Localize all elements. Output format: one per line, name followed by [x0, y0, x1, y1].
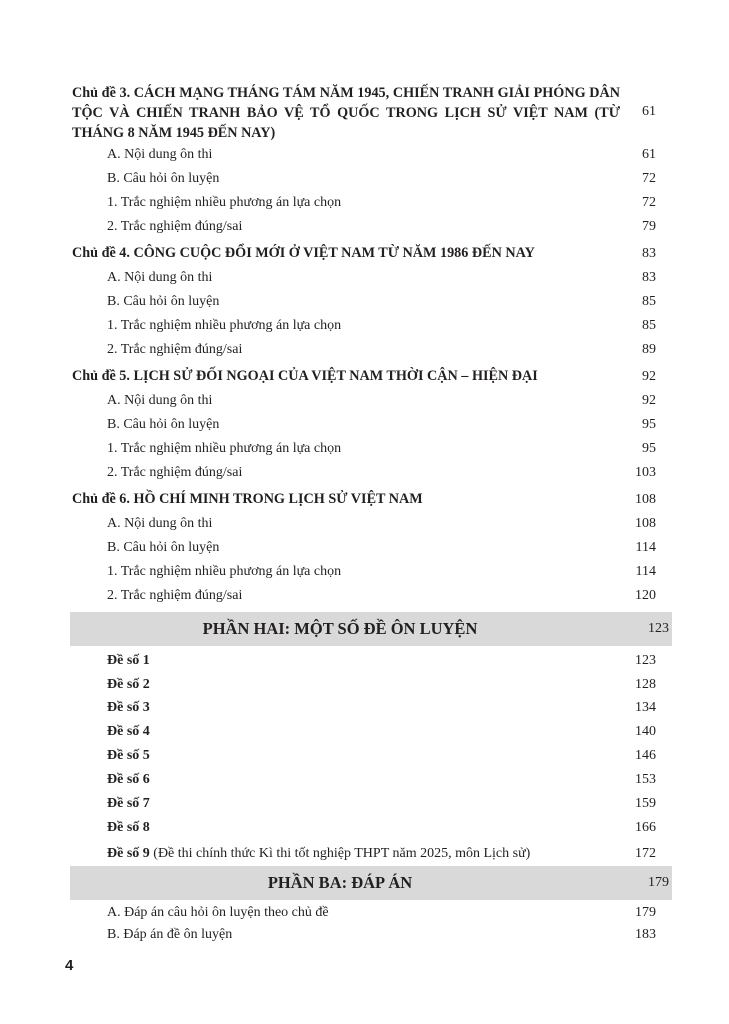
chapter-4-page: 83 [642, 246, 656, 261]
exam-item-3-page: 134 [635, 700, 656, 715]
chapter-3-item-a: A. Nội dung ôn thi [107, 147, 213, 162]
chapter-4-item-2-page: 89 [642, 342, 656, 357]
exam-item-9 [107, 845, 530, 863]
answer-item-a-page: 179 [635, 905, 656, 920]
exam-item-9-label: Đề số 9 [107, 846, 150, 861]
chapter-5-item-a-page: 92 [642, 393, 656, 408]
chapter-4-item-a: A. Nội dung ôn thi [107, 270, 213, 285]
chapter-6-item-1: 1. Trắc nghiệm nhiều phương án lựa chọn [107, 564, 342, 579]
answer-item-b: B. Đáp án đề ôn luyện [107, 927, 233, 942]
chapter-5-title: Chủ đề 5. LỊCH SỬ ĐỐI NGOẠI CỦA VIỆT NAM THỜI CẬN – HIỆN ĐẠI [72, 368, 538, 384]
chapter-6-item-2-page: 120 [635, 588, 656, 603]
chapter-3-page: 61 [642, 104, 656, 119]
chapter-3-item-1-page: 72 [642, 195, 656, 210]
chapter-4-item-b-page: 85 [642, 294, 656, 309]
exam-item-8 [107, 819, 150, 837]
chapter-4-title: Chủ đề 4. CÔNG CUỘC ĐỔI MỚI Ở VIỆT NAM TỪ NĂM 1986 ĐẾN NAY [72, 245, 535, 261]
chapter-5-item-b: B. Câu hỏi ôn luyện [107, 417, 220, 432]
chapter-6-title: Chủ đề 6. HỒ CHÍ MINH TRONG LỊCH SỬ VIỆT NAM [72, 491, 423, 507]
chapter-3-item-1: 1. Trắc nghiệm nhiều phương án lựa chọn [107, 195, 342, 210]
exam-item-9-page: 172 [635, 846, 656, 861]
exam-item-6-page: 153 [635, 772, 656, 787]
chapter-5-item-1-page: 95 [642, 441, 656, 456]
answer-item-a: A. Đáp án câu hỏi ôn luyện theo chủ đề [107, 905, 329, 920]
chapter-3-item-a-page: 61 [642, 147, 656, 162]
exam-item-1-label: Đề số 1 [107, 653, 150, 668]
chapter-4-item-2: 2. Trắc nghiệm đúng/sai [107, 342, 243, 357]
exam-item-6-label: Đề số 6 [107, 772, 150, 787]
exam-item-3 [107, 699, 150, 717]
exam-item-3-label: Đề số 3 [107, 700, 150, 715]
part-three-header [70, 866, 672, 900]
exam-item-1-page: 123 [635, 653, 656, 668]
exam-item-7-page: 159 [635, 796, 656, 811]
exam-item-1 [107, 652, 150, 670]
chapter-5-page: 92 [642, 369, 656, 384]
chapter-5-item-2-page: 103 [635, 465, 656, 480]
chapter-3-item-b: B. Câu hỏi ôn luyện [107, 171, 220, 186]
chapter-3-title: Chủ đề 3. CÁCH MẠNG THÁNG TÁM NĂM 1945, CHIẾN TRANH GIẢI PHÓNG DÂN TỘC VÀ CHIẾN TRANH BẢO VỆ TỔ QUỐC TRONG LỊCH SỬ VIỆT NAM (TỪ THÁNG 8 NĂM 1945 ĐẾN NAY) [72, 85, 620, 141]
chapter-6-item-b: B. Câu hỏi ôn luyện [107, 540, 220, 555]
chapter-6-item-a-page: 108 [635, 516, 656, 531]
exam-item-5 [107, 747, 150, 765]
exam-item-7 [107, 795, 150, 813]
chapter-6-item-a: A. Nội dung ôn thi [107, 516, 213, 531]
exam-item-4-page: 140 [635, 724, 656, 739]
part-two-page: 123 [648, 621, 669, 636]
page-number: 4 [65, 957, 74, 974]
exam-item-6 [107, 771, 150, 789]
exam-item-5-page: 146 [635, 748, 656, 763]
chapter-3-item-2: 2. Trắc nghiệm đúng/sai [107, 219, 243, 234]
chapter-6-item-b-page: 114 [635, 540, 656, 555]
chapter-6-page: 108 [635, 492, 656, 507]
chapter-5-item-a: A. Nội dung ôn thi [107, 393, 213, 408]
exam-item-8-page: 166 [635, 820, 656, 835]
chapter-4-item-a-page: 83 [642, 270, 656, 285]
exam-item-4-label: Đề số 4 [107, 724, 150, 739]
chapter-6-item-1-page: 114 [635, 564, 656, 579]
exam-item-2-label: Đề số 2 [107, 677, 150, 692]
answer-item-b-page: 183 [635, 927, 656, 942]
chapter-5-item-2: 2. Trắc nghiệm đúng/sai [107, 465, 243, 480]
exam-item-2 [107, 676, 150, 694]
exam-item-9-note: (Đề thi chính thức Kì thi tốt nghiệp THPT năm 2025, môn Lịch sử) [149, 846, 531, 861]
chapter-4-item-b: B. Câu hỏi ôn luyện [107, 294, 220, 309]
chapter-5-item-1: 1. Trắc nghiệm nhiều phương án lựa chọn [107, 441, 342, 456]
chapter-4-item-1-page: 85 [642, 318, 656, 333]
exam-item-5-label: Đề số 5 [107, 748, 150, 763]
part-two-header [70, 612, 672, 646]
chapter-5-item-b-page: 95 [642, 417, 656, 432]
chapter-4-item-1: 1. Trắc nghiệm nhiều phương án lựa chọn [107, 318, 342, 333]
exam-item-4 [107, 723, 150, 741]
part-three-page: 179 [648, 875, 669, 890]
exam-item-8-label: Đề số 8 [107, 820, 150, 835]
chapter-6-item-2: 2. Trắc nghiệm đúng/sai [107, 588, 243, 603]
chapter-3-item-b-page: 72 [642, 171, 656, 186]
exam-item-2-page: 128 [635, 677, 656, 692]
part-two-title: PHẦN HAI: MỘT SỐ ĐỀ ÔN LUYỆN [202, 619, 478, 638]
chapter-3-item-2-page: 79 [642, 219, 656, 234]
part-three-title: PHẦN BA: ĐÁP ÁN [267, 873, 413, 892]
exam-item-7-label: Đề số 7 [107, 796, 150, 811]
